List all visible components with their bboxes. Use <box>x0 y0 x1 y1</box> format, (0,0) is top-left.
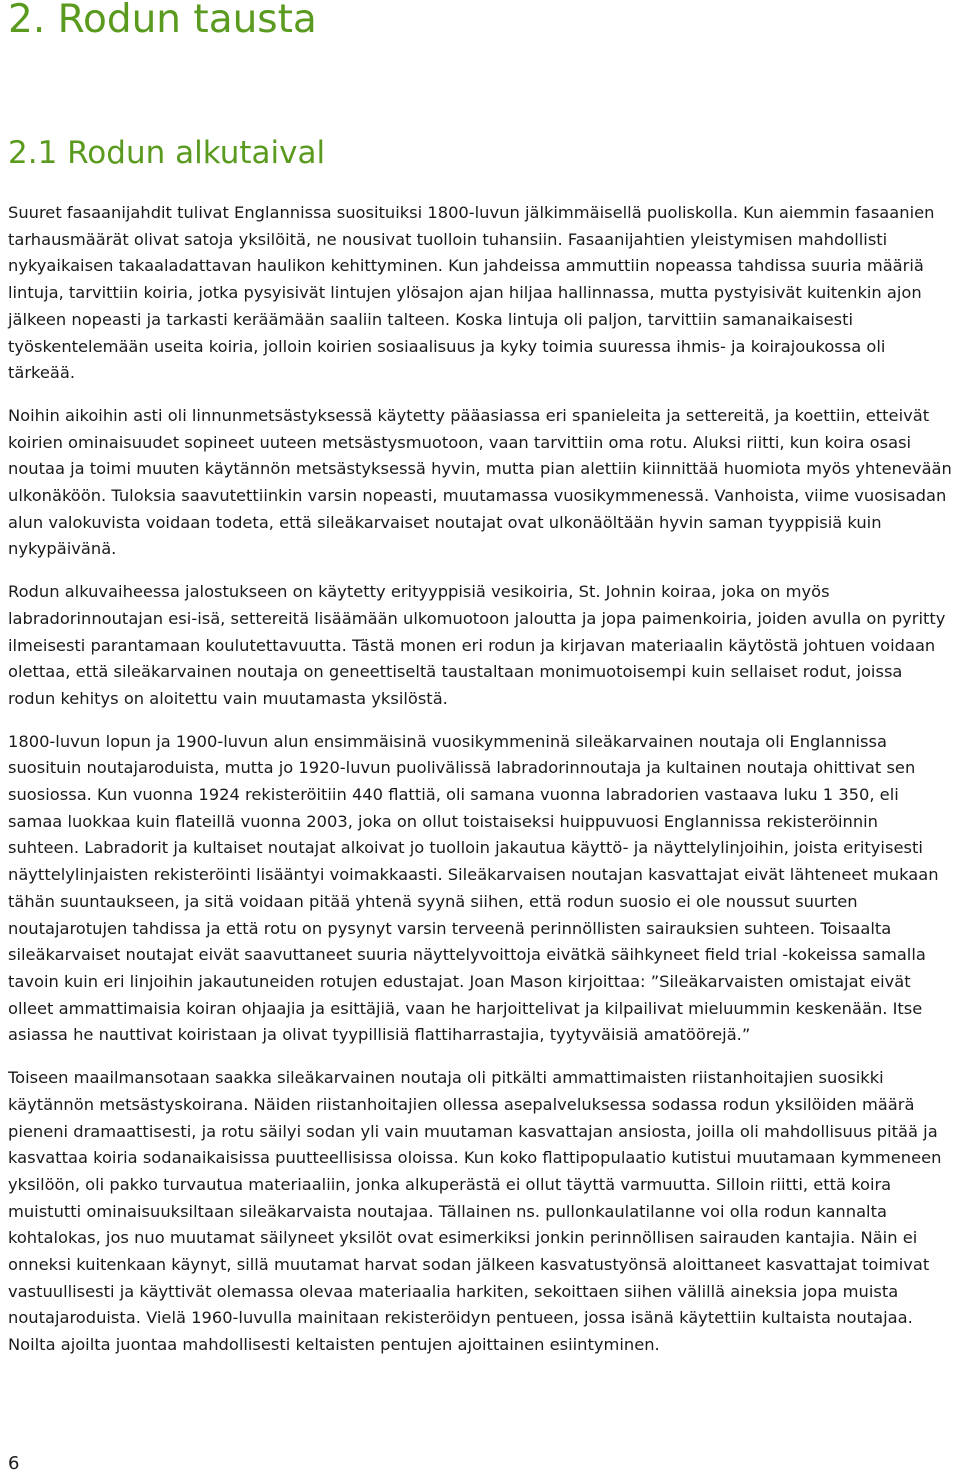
paragraph-3: Rodun alkuvaiheessa jalostukseen on käytetty erityyppisiä vesikoiria, St. Johnin koiraa, joka on myös labradorinnoutajan esi-isä, settereitä lisäämään ulkomuotoon jaloutta ja jopa paimenkoiria, joiden avulla on pyritty ilmeisesti parantamaan koulutettavuutta. Tästä monen eri rodun ja kirjavan materiaalin käytöstä johtuen voidaan olettaa, että sileäkarvainen noutaja on geneettiseltä taustaltaan monimuotoisempi kuin sellaiset rodut, joissa rodun kehitys on aloitettu vain muutamasta yksilöstä. <box>8 582 946 708</box>
section-heading: 2.1 Rodun alkutaival <box>8 135 326 171</box>
page-number: 6 <box>8 1453 20 1474</box>
paragraph-2: Noihin aikoihin asti oli linnunmetsästyksessä käytetty pääasiassa eri spanieleita ja settereitä, ja koettiin, etteivät koirien ominaisuudet sopineet uuteen metsästysmuotoon, vaan tarvittiin oma rotu. Aluksi riitti, kun koira osasi noutaa ja toimi muuten käytännön metsästyksessä hyvin, mutta pian alettiin kiinnittää huomiota myös yhtenevään ulkonäköön. Tuloksia saavutettiinkin varsin nopeasti, muutamassa vuosikymmenessä. Vanhoista, viime vuosisadan alun valokuvista voidaan todeta, että sileäkarvaiset noutajat ovat ulkonäöltään hyvin saman tyyppisiä kuin nykypäivänä. <box>8 405 952 559</box>
paragraph-1: Suuret fasaanijahdit tulivat Englannissa suosituiksi 1800-luvun jälkimmäisellä puoliskolla. Kun aiemmin fasaanien tarhausmäärät olivat satoja yksilöitä, ne nousivat tuolloin tuhansiin. Fasaanijahtien yleistymisen mahdollisti nykyaikaisen takaaladattavan haulikon kehittyminen. Kun jahdeissa ammuttiin nopeassa tahdissa suuria määriä lintuja, tarvittiin koiria, jotka pysyisivät lintujen ylösajon ajan hiljaa hallinnassa, mutta pystyisivät kuitenkin ajon jälkeen nopeasti ja tarkasti keräämään saaliin talteen. Koska lintuja oli paljon, tarvittiin samanaikaisesti työskentelemään useita koiria, jolloin koirien sosiaalisuus ja kyky toimia suuressa ihmis- ja koirajoukossa oli tärkeää. <box>8 203 935 383</box>
body-text <box>8 200 952 1375</box>
paragraph-4: 1800-luvun lopun ja 1900-luvun alun ensimmäisinä vuosikymmeninä sileäkarvainen noutaja oli Englannissa suosituin noutajaroduista, mutta jo 1920-luvun puolivälissä labradorinnoutaja ja kultainen noutaja ohittivat sen suosiossa. Kun vuonna 1924 rekisteröitiin 440 flattiä, oli samana vuonna labradorien vastaava luku 1 350, eli samaa luokkaa kuin flateillä vuonna 2003, joka on ollut toistaiseksi huippuvuosi Englannissa rekisteröinnin suhteen. Labradorit ja kultaiset noutajat alkoivat jo tuolloin jakautua käyttö- ja näyttelylinjoihin, joista erityisesti näyttelylinjaisten rekisteröinti lisääntyi voimakkaasti. Sileäkarvaisen noutajan kasvattajat eivät lähteneet mukaan tähän suuntaukseen, ja sitä voidaan pitää yhtenä syynä siihen, että rodun suosio ei ole noussut suurten noutajarotujen tahdissa ja että rotu on pysynyt varsin terveenä perinnöllisten sairauksien suhteen. Toisaalta sileäkarvaiset noutajat eivät saavuttaneet suuria näyttelyvoittoja eivätkä säihkyneet field trial -kokeissa samalla tavoin kuin eri linjoihin jakautuneiden rotujen edustajat. Joan Mason kirjoittaa: ”Sileäkarvaisten omistajat eivät olleet ammattimaisia koiran ohjaajia ja esittäjiä, vaan he harjoittelivat ja kilpailivat mieluummin keskenään. Itse asiassa he nauttivat koiristaan ja olivat tyypillisiä flattiharrastajia, tyytyväisiä amatöörejä.” <box>8 731 939 1045</box>
paragraph-5: Toiseen maailmansotaan saakka sileäkarvainen noutaja oli pitkälti ammattimaisten riistanhoitajien suosikki käytännön metsästyskoirana. Näiden riistanhoitajien ollessa asepalveluksessa sodassa rodun yksilöiden määrä pieneni dramaattisesti, ja rotu säilyi sodan yli vain muutaman kasvattajan ansiosta, joilla oli mahdollisuus pitää ja kasvattaa koiria sodanaikaisissa puutteellisissa oloissa. Kun koko flattipopulaatio kutistui muutamaan kymmeneen yksilöön, oli pakko turvautua materiaaliin, jonka alkuperästä ei ollut täyttä varmuutta. Silloin riitti, että koira muistutti ominaisuuksiltaan sileäkarvaista noutajaa. Tällainen ns. pullonkaulatilanne voi olla rodun kannalta kohtalokas, jos nuo muutamat säilyneet yksilöt ovat esimerkiksi jonkin perinnöllisen sairauden kantajia. Näin ei onneksi kuitenkaan käynyt, sillä muutamat harvat sodan jälkeen kasvatustyönsä aloittaneet kasvattajat toimivat vastuullisesti ja käyttivät olemassa olevaa materiaalia harkiten, sekoittaen siihen välillä aineksia jopa muista noutajaroduista. Vielä 1960-luvulla mainitaan rekisteröidyn pentueen, jossa isänä käytettiin kultaista noutajaa. Noilta ajoilta juontaa mahdollisesti keltaisten pentujen ajoittainen esiintyminen. <box>8 1068 942 1355</box>
chapter-heading: 2. Rodun tausta <box>8 0 317 42</box>
